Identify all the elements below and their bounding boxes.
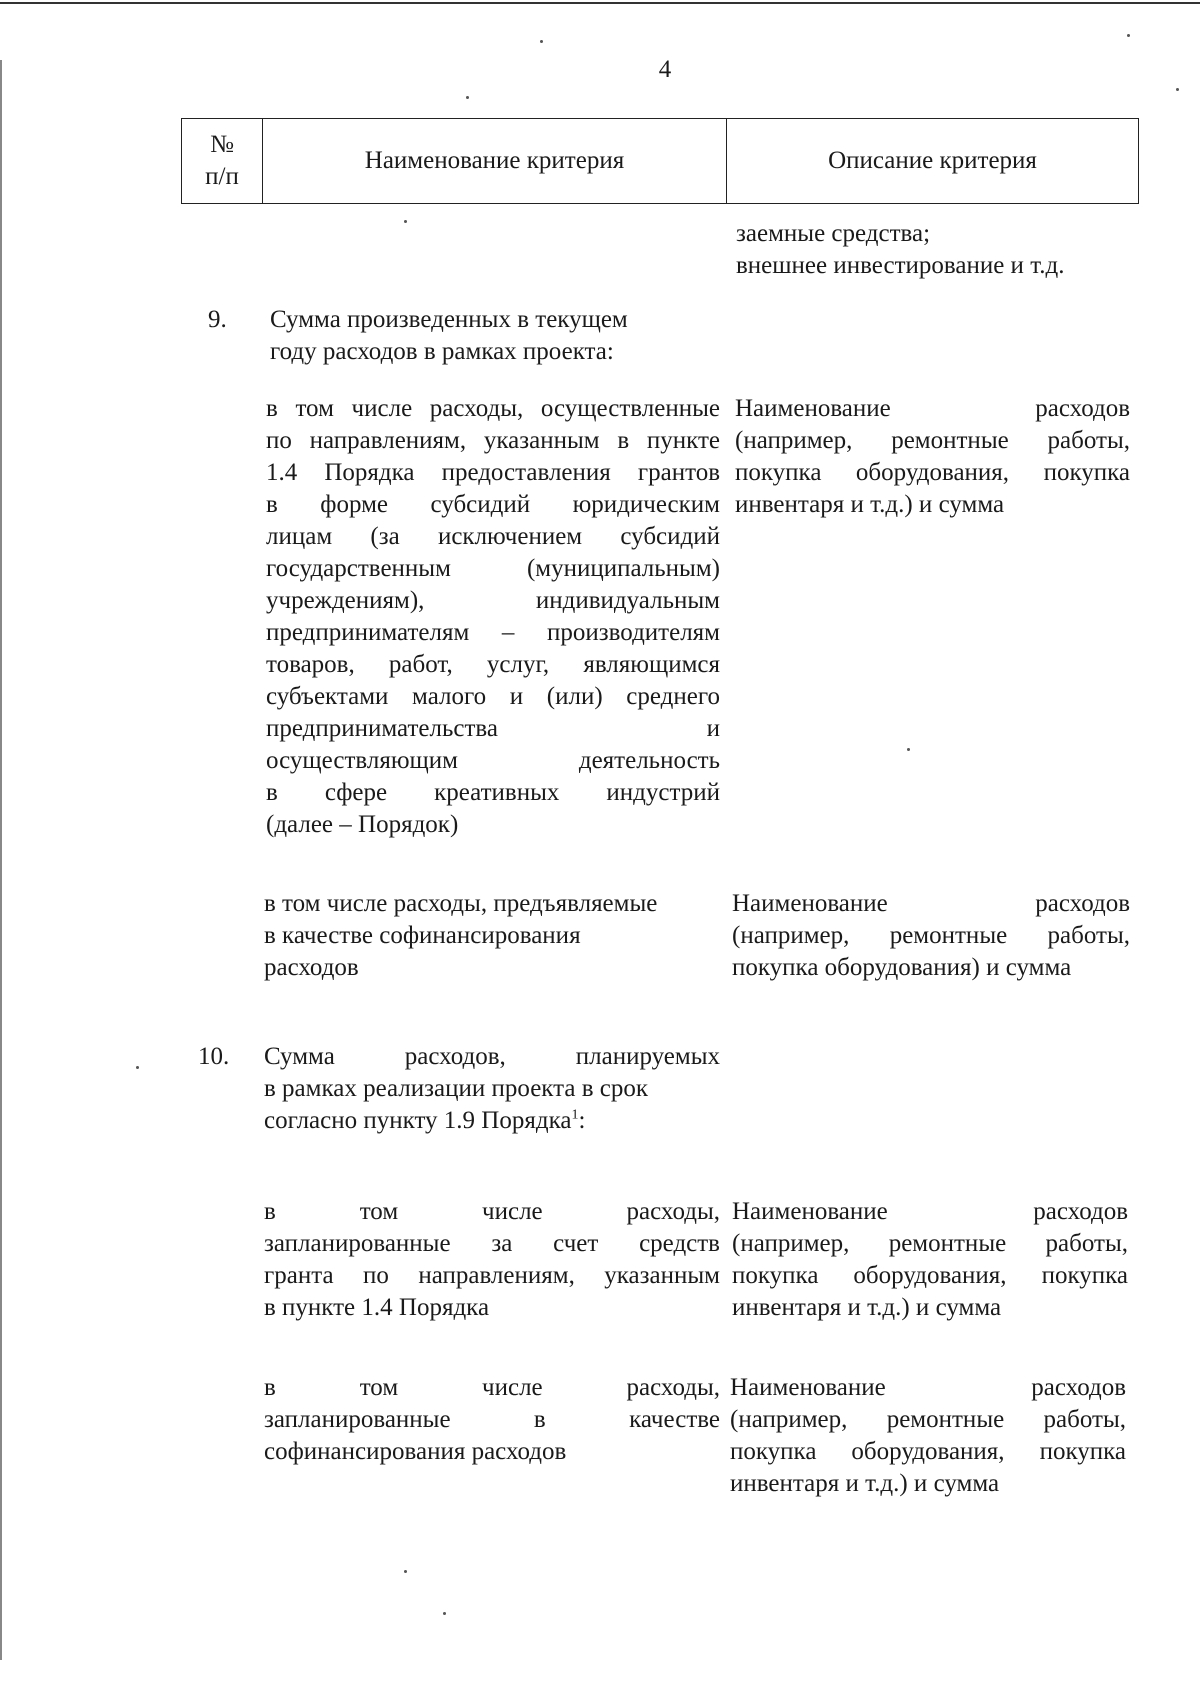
desc-line: инвентаря и т.д.) и сумма <box>735 491 1005 518</box>
scan-speck <box>540 40 543 43</box>
scan-speck <box>443 1612 446 1615</box>
scan-top-border <box>0 2 1200 4</box>
row-10-name <box>264 1041 720 1137</box>
name-line: государственным (муниципальным) <box>266 555 720 582</box>
criteria-table-header <box>181 118 1139 204</box>
desc-line: покупка оборудования, покупка <box>735 459 1130 486</box>
row-10-sub-1-name <box>264 1196 720 1324</box>
row-9-sub-2-description <box>732 888 1130 984</box>
desc-line: покупка оборудования) и сумма <box>732 954 1072 981</box>
name-line: 1.4 Порядка предоставления грантов <box>266 459 720 486</box>
name-line: товаров, работ, услуг, являющимся <box>266 651 720 678</box>
name-line: софинансирования расходов <box>264 1438 567 1465</box>
footnote-mark: 1 <box>571 1107 579 1123</box>
name-line: в форме субсидий юридическим <box>266 491 720 518</box>
name-line: в том числе расходы, <box>264 1198 720 1225</box>
name-line: в пункте 1.4 Порядка <box>264 1294 490 1321</box>
name-line: Сумма произведенных в текущем <box>270 306 628 333</box>
desc-line: Наименование расходов <box>732 890 1130 917</box>
name-line-with-footnote <box>264 1105 720 1137</box>
name-line: запланированные в качестве <box>264 1406 720 1433</box>
name-line: году расходов в рамках проекта: <box>270 338 614 365</box>
name-line: в том числе расходы, предъявляемые <box>264 890 658 917</box>
header-number-cell <box>182 119 263 204</box>
scan-speck <box>136 1066 139 1069</box>
desc-line: Наименование расходов <box>735 395 1130 422</box>
scan-speck <box>1176 88 1179 91</box>
desc-line: инвентаря и т.д.) и сумма <box>730 1470 1000 1497</box>
row-number: 9. <box>208 306 227 333</box>
name-line: расходов <box>264 954 359 981</box>
scan-speck <box>404 220 407 223</box>
desc-line: (например, ремонтные работы, <box>732 1230 1128 1257</box>
name-line: в рамках реализации проекта в срок <box>264 1075 648 1102</box>
name-line: в том числе расходы, осуществленные <box>266 395 720 422</box>
desc-line: Наименование расходов <box>732 1198 1128 1225</box>
name-line: согласно пункту 1.9 Порядка <box>264 1107 572 1134</box>
name-line: запланированные за счет средств <box>264 1230 720 1257</box>
name-line: в сфере креативных индустрий <box>266 779 720 806</box>
name-line: предпринимательства и <box>266 715 720 742</box>
desc-line: (например, ремонтные работы, <box>732 922 1130 949</box>
name-line: (далее – Порядок) <box>266 811 459 838</box>
row-9-name <box>270 304 730 368</box>
row-9-sub-1-description <box>735 393 1130 521</box>
row-9-sub-2-name <box>264 888 720 984</box>
name-line: предпринимателям – производителям <box>266 619 720 646</box>
scan-speck <box>466 96 469 99</box>
desc-line: внешнее инвестирование и т.д. <box>736 252 1065 279</box>
header-number-line1: № <box>210 131 234 158</box>
desc-line: покупка оборудования, покупка <box>732 1262 1128 1289</box>
name-line: Сумма расходов, планируемых <box>264 1043 720 1070</box>
name-line: в том числе расходы, <box>264 1374 720 1401</box>
row-10-sub-2-name <box>264 1372 720 1468</box>
scan-left-edge <box>0 60 2 1660</box>
row-number: 10. <box>198 1043 230 1070</box>
desc-line: покупка оборудования, покупка <box>730 1438 1126 1465</box>
name-line: учреждениям), индивидуальным <box>266 587 720 614</box>
desc-line: инвентаря и т.д.) и сумма <box>732 1294 1002 1321</box>
desc-line: заемные средства; <box>736 220 931 247</box>
page-number: 4 <box>658 56 672 83</box>
scan-speck <box>404 1570 407 1573</box>
header-description-cell: Описание критерия <box>727 119 1139 204</box>
name-line: гранта по направлениям, указанным <box>264 1262 720 1289</box>
header-name-cell: Наименование критерия <box>263 119 727 204</box>
desc-line: (например, ремонтные работы, <box>730 1406 1126 1433</box>
scan-speck <box>907 748 910 751</box>
row-9-sub-1-name <box>266 393 720 841</box>
row-10-sub-2-description <box>730 1372 1126 1500</box>
name-tail: : <box>578 1107 586 1134</box>
header-number-line2: п/п <box>205 163 239 190</box>
name-line: в качестве софинансирования <box>264 922 581 949</box>
desc-line: Наименование расходов <box>730 1374 1126 1401</box>
row-10-sub-1-description <box>732 1196 1128 1324</box>
desc-line: (например, ремонтные работы, <box>735 427 1130 454</box>
scan-speck <box>1127 34 1130 37</box>
name-line: осуществляющим деятельность <box>266 747 720 774</box>
name-line: лицам (за исключением субсидий <box>266 523 720 550</box>
name-line: по направлениям, указанным в пункте <box>266 427 720 454</box>
name-line: субъектами малого и (или) среднего <box>266 683 720 710</box>
continuation-description <box>736 218 1136 282</box>
